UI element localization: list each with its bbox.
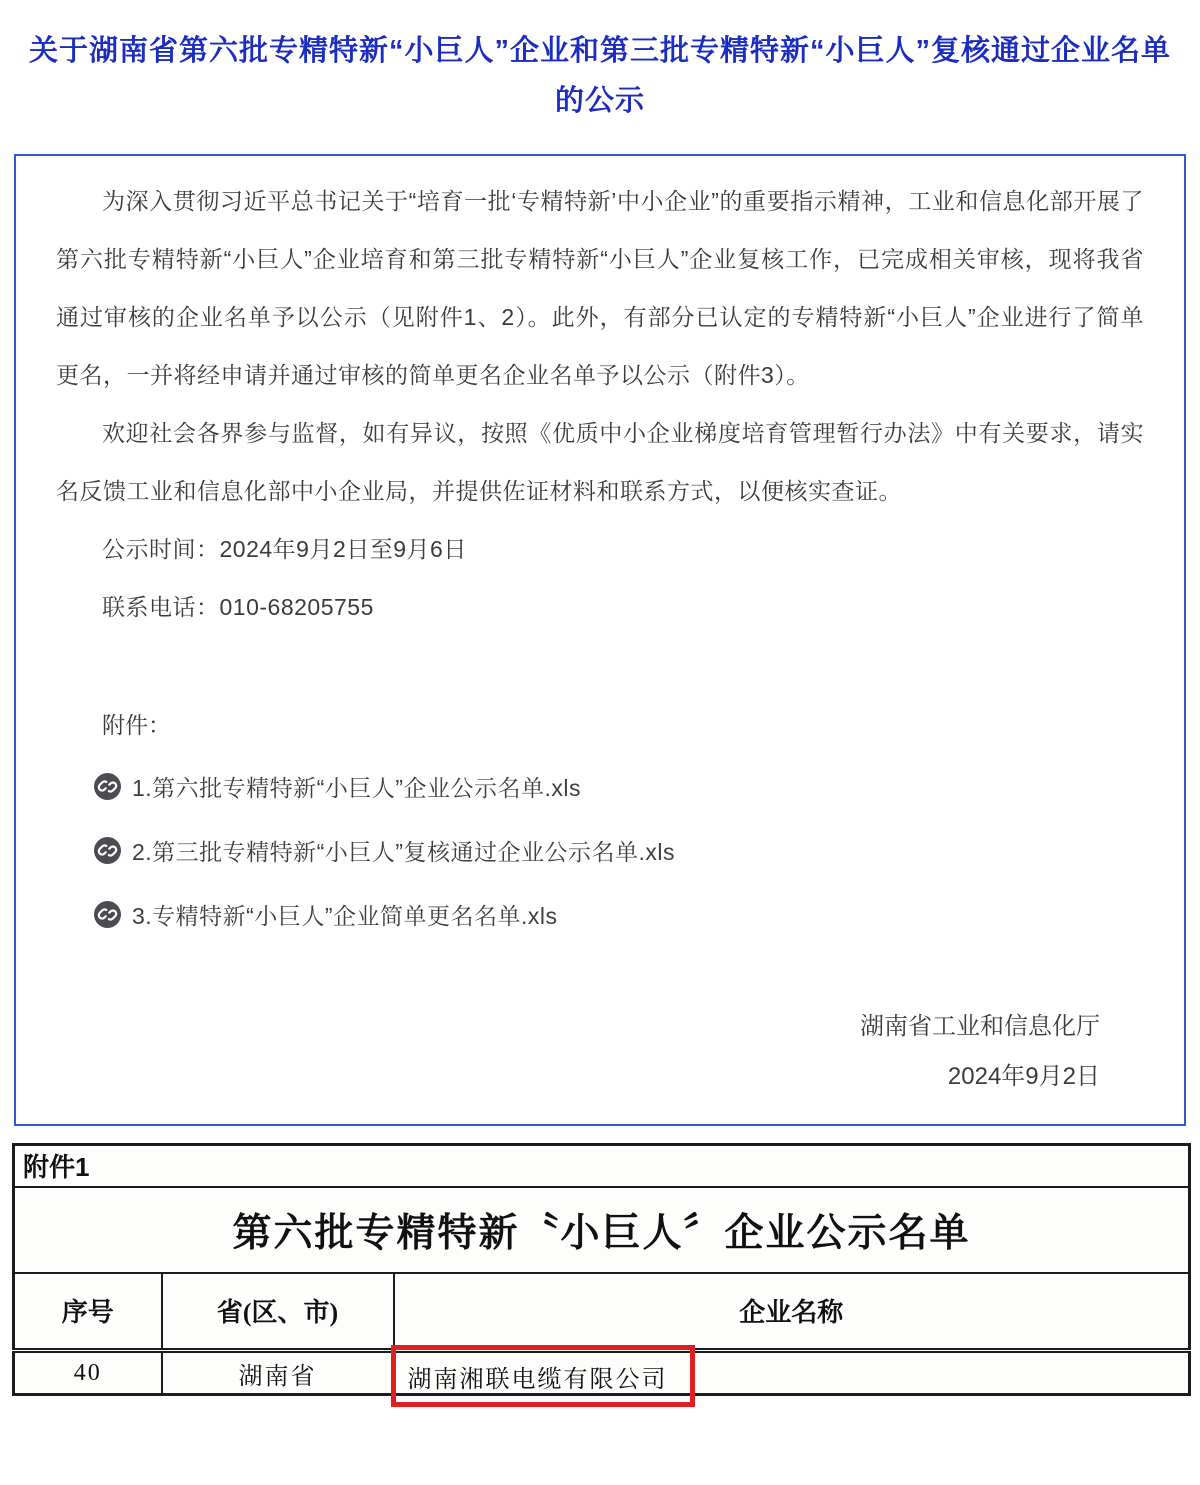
contact-phone-value: 010-68205755	[219, 594, 374, 620]
table-title-row	[14, 1187, 1190, 1273]
attachment-label: 3.专精特新“小巨人”企业简单更名名单.xls	[132, 902, 558, 929]
table-header-row	[14, 1273, 1190, 1351]
publicity-time-line	[56, 520, 1144, 578]
table-title: 第六批专精特新〝小巨人〞企业公示名单	[14, 1187, 1190, 1273]
contact-phone-label: 联系电话：	[102, 594, 220, 620]
attachment-label: 2.第三批专精特新“小巨人”复核通过企业公示名单.xls	[132, 838, 675, 865]
link-icon	[94, 773, 121, 800]
publicity-time-label: 公示时间：	[102, 536, 220, 562]
issue-date: 2024年9月2日	[947, 1063, 1100, 1090]
column-header-company: 企业名称	[394, 1273, 1190, 1351]
red-highlight-box	[391, 1345, 695, 1407]
attachments-label: 附件：	[102, 712, 171, 738]
cell-seq: 40	[14, 1351, 162, 1395]
issuer-name: 湖南省工业和信息化厅	[860, 1013, 1100, 1040]
attachment-link-2[interactable]	[56, 818, 1144, 882]
table-row	[14, 1351, 1190, 1395]
link-icon	[94, 837, 121, 864]
contact-phone-line	[56, 578, 1144, 636]
cell-company	[394, 1351, 1190, 1395]
publicity-time-value: 2024年9月2日至9月6日	[219, 536, 467, 562]
notice-paragraph-1: 为深入贯彻习近平总书记关于“培育一批‘专精特新’中小企业”的重要指示精神，工业和信息化部开展了第六批专精特新“小巨人”企业培育和第三批专精特新“小巨人”企业复核工作，已完成相关审核，现将我省通过审核的企业名单予以公示（见附件1、2）。此外，有部分已认定的专精特新“小巨人”企业进行了简单更名，一并将经申请并通过审核的简单更名企业名单予以公示（附件3）。	[56, 188, 1144, 388]
annex-label: 附件1	[14, 1145, 1190, 1187]
annex-label-row	[14, 1145, 1190, 1187]
attachment-link-1[interactable]	[56, 754, 1144, 818]
link-icon	[94, 901, 121, 928]
notice-body-box	[14, 154, 1186, 1126]
page-title: 关于湖南省第六批专精特新“小巨人”企业和第三批专精特新“小巨人”复核通过企业名单的公示	[28, 35, 1171, 117]
annex-1-table	[12, 1143, 1191, 1396]
notice-paragraph-2: 欢迎社会各界参与监督，如有异议，按照《优质中小企业梯度培育管理暂行办法》中有关要求，请实名反馈工业和信息化部中小企业局，并提供佐证材料和联系方式，以便核实查证。	[56, 420, 1144, 504]
company-name: 湖南湘联电缆有限公司	[407, 1366, 668, 1393]
column-header-province: 省(区、市)	[162, 1273, 394, 1351]
cell-province: 湖南省	[162, 1351, 394, 1395]
signature-block	[56, 1002, 1144, 1102]
attachment-link-3[interactable]	[56, 882, 1144, 946]
attachment-label: 1.第六批专精特新“小巨人”企业公示名单.xls	[132, 774, 581, 801]
column-header-seq: 序号	[14, 1273, 162, 1351]
